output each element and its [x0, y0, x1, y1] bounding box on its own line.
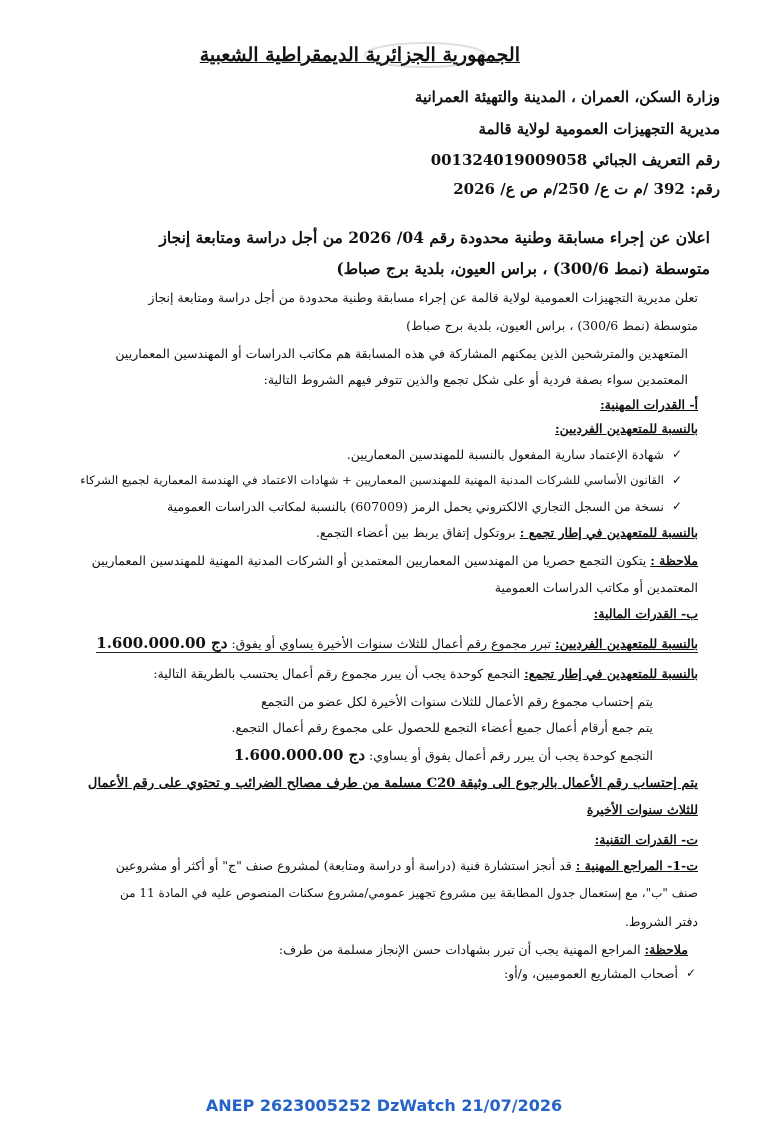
note-a-label: ملاحظة : — [650, 553, 698, 568]
section-c-label: ت- القدرات التقنية: — [594, 832, 698, 847]
note-c — [279, 942, 688, 957]
check-item-3: نسخة من السجل التجاري الالكتروني يحمل الرمز (607009) بالنسبة لمكاتب الدراسات العمومية — [166, 499, 664, 514]
intro-line-2: متوسطة (نمط 300/6) ، براس العيون، بلدية برج صباط) — [406, 318, 698, 333]
calc-step-1: يتم إحتساب مجموع رقم الأعمال للثلاث سنوات الأخيرة لكل عضو من التجمع — [261, 694, 653, 709]
ministry-line: وزارة السكن، العمران ، المدينة والتهيئة العمرانية — [414, 88, 720, 106]
check-icon: ✓ — [671, 447, 682, 461]
group-text: بروتكول إتفاق يربط بين أعضاء التجمع. — [315, 525, 516, 540]
individuals-label: بالنسبة للمتعهدين الفرديين: — [555, 421, 698, 436]
calc-step-3 — [234, 746, 653, 764]
group-requirement — [316, 525, 698, 540]
check-icon: ✓ — [671, 499, 682, 513]
fin-individuals-label: بالنسبة للمتعهدين الفرديين: — [555, 636, 698, 651]
check-icon: ✓ — [671, 473, 682, 487]
calc-step-3-text: التجمع كوحدة يجب أن يبرر رقم أعمال يفوق أو يساوي: — [369, 748, 653, 763]
intro-line-4: المعتمدين سواء بصفة فردية أو على شكل تجمع والذين تتوفر فيهم الشروط التالية: — [263, 372, 688, 387]
check-item-1: شهادة الإعتماد سارية المفعول بالنسبة للمهندسين المعماريين. — [346, 447, 664, 462]
check-icon: ✓ — [685, 966, 696, 980]
amount-1: 1.600.000.00 دج — [96, 634, 228, 652]
group-label: بالنسبة للمتعهدين في إطار تجمع : — [519, 525, 698, 540]
calc-method-2: للثلاث سنوات الأخيرة — [586, 802, 698, 817]
check-item-2: القانون الأساسي للشركات المدنية المهنية للمهندسين المعماريين + شهادات الاعتماد في الهندسة المعمارية لجميع الشركاء — [80, 473, 664, 487]
note-a-line-2: المعتمدين أو مكاتب الدراسات العمومية — [494, 580, 698, 595]
reference-line: رقم: 392 /م ت ع/ 250/م ص ع/ 2026 — [453, 180, 720, 198]
refs-line-2: صنف "ب"، مع إستعمال جدول المطابقة بين مشروع تجهيز عمومي/مشروع سكنات المنصوص عليه في المادة 11 من — [120, 886, 698, 900]
refs-label: ت-1- المراجع المهنية : — [575, 858, 698, 873]
section-b-label: ب- القدرات المالية: — [593, 606, 698, 621]
fin-group-label: بالنسبة للمتعهدين في إطار تجمع: — [524, 666, 698, 681]
fin-group-text: التجمع كوحدة يجب أن يبرر مجموع رقم أعمال يحتسب بالطريقة التالية: — [153, 666, 521, 681]
intro-line-1: تعلن مديرية التجهيزات العمومية لولاية قالمة عن إجراء مسابقة وطنية محدودة من أجل دراسة ومتابعة إنجاز — [148, 290, 698, 305]
fin-individuals-text: تبرر مجموع رقم أعمال للثلاث سنوات الأخيرة يساوي أو يفوق: — [231, 636, 552, 651]
intro-line-3: المتعهدين والمترشحين الذين يمكنهم المشاركة في هذه المسابقة هم مكاتب الدراسات أو المهندسين المعماريين — [115, 346, 688, 361]
footer-watermark: ANEP 2623005252 DzWatch 21/07/2026 — [205, 1096, 563, 1115]
refs-line-3: دفتر الشروط. — [624, 914, 698, 929]
financial-individuals — [96, 634, 698, 653]
announcement-title-1: اعلان عن إجراء مسابقة وطنية محدودة رقم 04/ 2026 من أجل دراسة ومتابعة إنجاز — [159, 228, 710, 247]
note-c-label: ملاحظة: — [644, 942, 688, 957]
amount-2: 1.600.000.00 دج — [233, 746, 366, 764]
professional-refs — [116, 858, 698, 873]
republic-title: الجمهورية الجزائرية الديمقراطية الشعبية — [199, 44, 520, 66]
note-a — [92, 553, 698, 568]
calc-method-1: يتم إحتساب رقم الأعمال بالرجوع الى وثيقة C20 مسلمة من طرف مصالح الضرائب و تحتوي على رقم الأعمال — [87, 776, 698, 791]
section-a-label: أ- القدرات المهنية: — [600, 397, 698, 412]
calc-step-2: يتم جمع أرقام أعمال جميع أعضاء التجمع للحصول على مجموع رقم أعمال التجمع. — [231, 720, 653, 735]
refs-line-1: قد أنجز استشارة فنية (دراسة أو دراسة ومتابعة) لمشروع صنف "ج" أو أكثر أو مشروعين — [115, 858, 572, 873]
financial-group — [153, 666, 698, 681]
last-check-item: أصحاب المشاريع العموميين، و/أو: — [503, 966, 678, 981]
directorate-line: مديرية التجهيزات العمومية لولاية قالمة — [478, 120, 720, 138]
tax-id-line: رقم التعريف الجبائي 001324019009058 — [430, 151, 720, 169]
announcement-title-2: متوسطة (نمط 300/6) ، براس العيون، بلدية برج صباط) — [336, 259, 710, 278]
note-c-text: المراجع المهنية يجب أن تبرر بشهادات حسن الإنجاز مسلمة من طرف: — [278, 942, 641, 957]
note-a-text: يتكون التجمع حصريا من المهندسين المعماريين المعتمدين أو الشركات المدنية المهنية للمهندسين المعماريين — [91, 553, 647, 568]
